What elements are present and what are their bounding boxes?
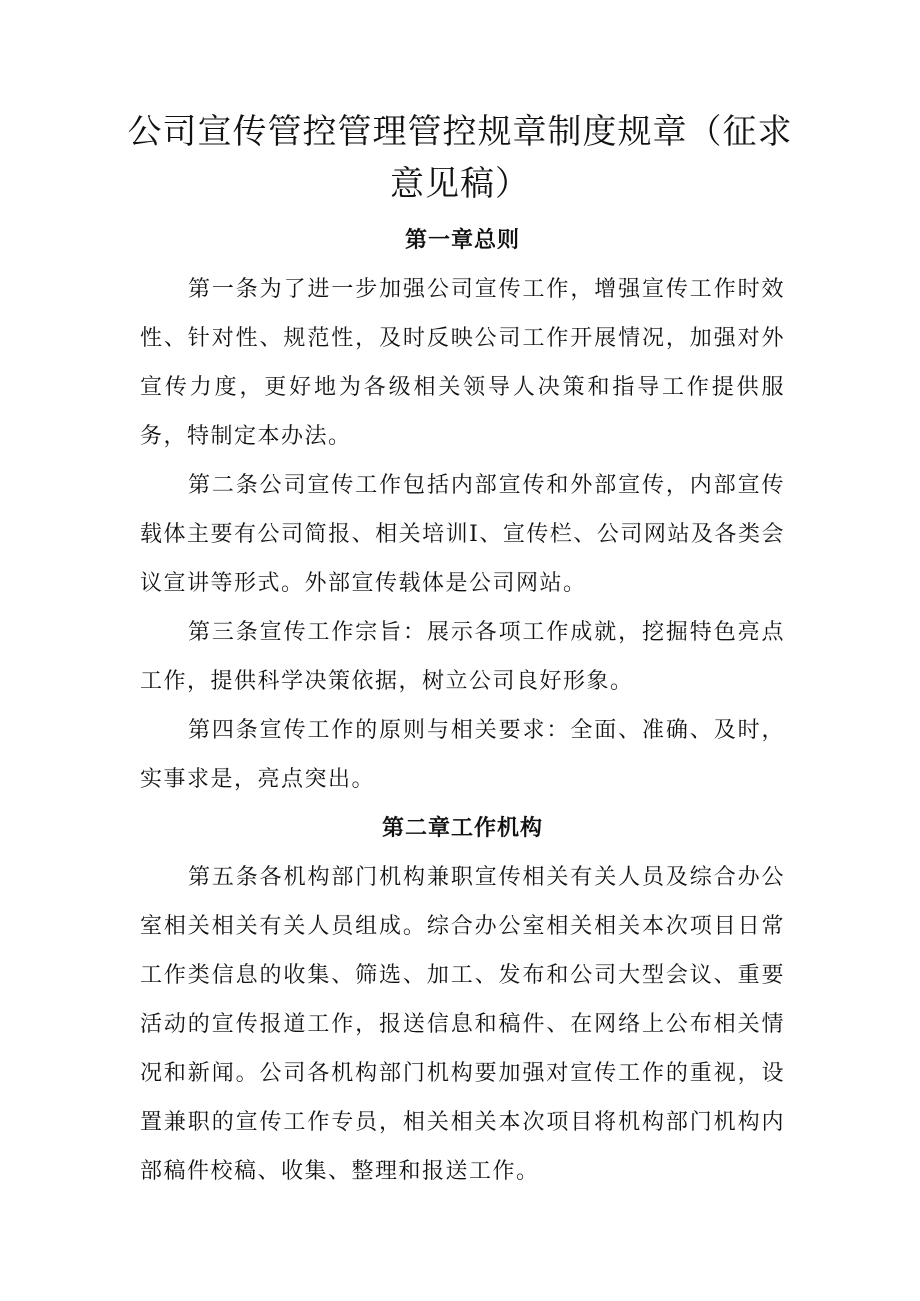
- chapter-heading: 第一章总则: [404, 227, 520, 253]
- article-2: 第二条公司宣传工作包括内部宣传和外部宣传，内部宣传载体主要有公司简报、相关培训I、宣传栏、公司网站及各类会议宣讲等形式。外部宣传载体是公司网站。: [140, 473, 785, 596]
- article-4: 第四条宣传工作的原则与相关要求：全面、准确、及时，实事求是，亮点突出。: [140, 718, 785, 792]
- document-body: [140, 216, 785, 1196]
- chapter-2: [140, 804, 785, 1196]
- article-3: 第三条宣传工作宗旨：展示各项工作成就，挖掘特色亮点工作，提供科学决策依据，树立公司良好形象。: [140, 620, 785, 694]
- document-title: 公司宣传管控管理管控规章制度规章（征求意见稿）: [127, 112, 793, 204]
- article-5: 第五条各机构部门机构兼职宣传相关有关人员及综合办公室相关相关有关人员组成。综合办公室相关相关本次项目日常工作类信息的收集、筛选、加工、发布和公司大型会议、重要活动的宣传报道工作，报送信息和稿件、在网络上公布相关情况和新闻。公司各机构部门机构要加强对宣传工作的重视，设置兼职的宣传工作专员，相关相关本次项目将机构部门机构内部稿件校稿、收集、整理和报送工作。: [140, 865, 785, 1184]
- article-1: 第一条为了进一步加强公司宣传工作，增强宣传工作时效性、针对性、规范性，及时反映公司工作开展情况，加强对外宣传力度，更好地为各级相关领导人决策和指导工作提供服务，特制定本办法。: [140, 277, 785, 449]
- chapter-heading: 第二章工作机构: [381, 815, 543, 841]
- chapter-1: [140, 216, 785, 804]
